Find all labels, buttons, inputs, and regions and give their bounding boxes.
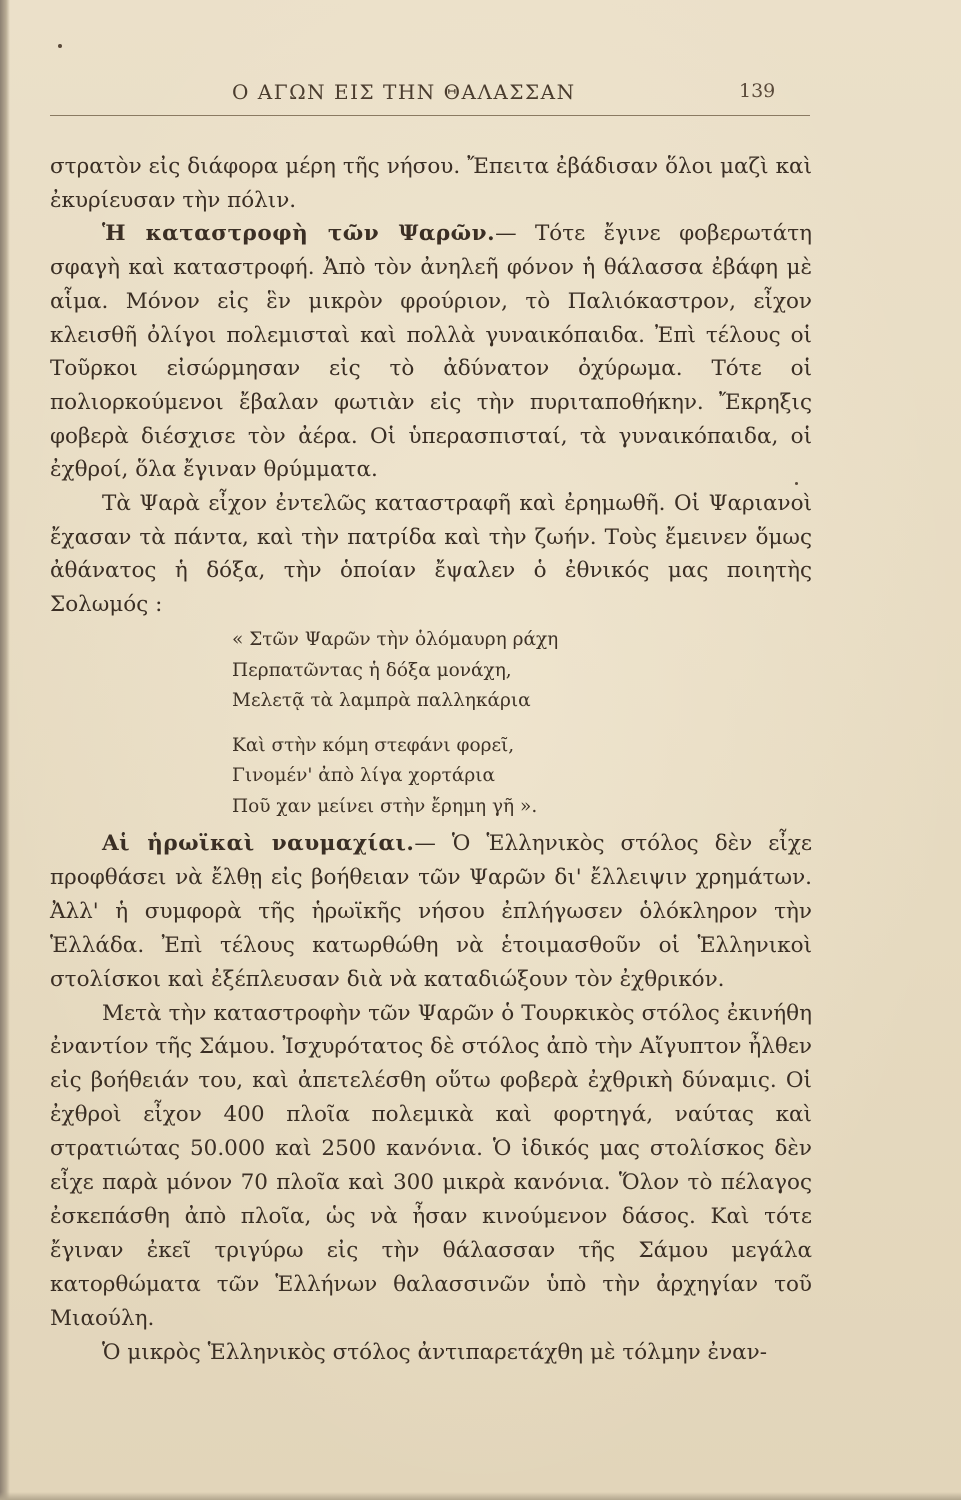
paragraph-4: [50, 827, 812, 997]
running-header: Ο ΑΓΩΝ ΕΙΣ ΤΗΝ ΘΑΛΑΣΣΑΝ: [232, 80, 576, 104]
poem-line: Ποῦ χαν μείνει στὴν ἔρημη γῆ ».: [232, 795, 538, 817]
paragraph-3: Τὰ Ψαρὰ εἶχον ἐντελῶς καταστραφῆ καὶ ἐρημωθῆ. Οἱ Ψαριανοὶ ἔχασαν τὰ πάντα, καὶ τὴν πατρίδα καὶ τὴν ζωήν. Τοὺς ἔμεινεν ὅμως ἀθάνατος ἡ δόξα, τὴν ὁποίαν ἔψαλεν ὁ ἐθνικός μας ποιητὴς Σολωμός :: [50, 491, 812, 618]
poem-stanza-1: [232, 625, 558, 717]
body-text-section-1: [50, 150, 812, 622]
paragraph-6: Ὁ μικρὸς Ἑλληνικὸς στόλος ἀντιπαρετάχθη μὲ τόλμην ἐναν-: [102, 1339, 768, 1365]
paper-speck: [795, 482, 798, 485]
binding-shadow: [0, 0, 10, 1500]
poem-line: Περπατῶντας ἡ δόξα μονάχη,: [232, 659, 512, 681]
poem-line: « Στῶν Ψαρῶν τὴν ὁλόμαυρη ράχη: [232, 629, 559, 650]
section-heading-naval-battles: Αἱ ἡρωϊκαὶ ναυμαχίαι.: [102, 831, 415, 856]
paper-speck: [58, 44, 62, 48]
poem-stanza-2: [232, 731, 558, 823]
paragraph-5: Μετὰ τὴν καταστροφὴν τῶν Ψαρῶν ὁ Τουρκικὸς στόλος ἐκινήθη ἐναντίον τῆς Σάμου. Ἰσχυρότατος δὲ στόλος ἀπὸ τὴν Αἴγυπτον ἦλθεν εἰς βοήθειάν του, καὶ ἀπετελέσθη οὕτω φοβερὰ ἐχθρικὴ δύναμις. Οἱ ἐχθροὶ εἶχον 400 πλοῖα πολεμικὰ καὶ φορτηγά, ναύτας καὶ στρατιώτας 50.000 καὶ 2500 κανόνια. Ὁ ἰδικός μας στολίσκος δὲν εἶχε παρὰ μόνον 70 πλοῖα καὶ 300 μικρὰ κανόνια. Ὅλον τὸ πέλαγος ἐσκεπάσθη ἀπὸ πλοῖα, ὡς νὰ ἦσαν κινούμενον δάσος. Καὶ τότε ἔγιναν ἐκεῖ τριγύρω εἰς τὴν θάλασσαν τῆς Σάμου μεγάλα κατορθώματα τῶν Ἑλλήνων θαλασσινῶν ὑπὸ τὴν ἀρχηγίαν τοῦ Μιαούλη.: [50, 1000, 812, 1331]
page-number: 139: [739, 80, 776, 102]
header-rule: [50, 115, 810, 116]
poem-line: Μελετᾷ τὰ λαμπρὰ παλληκάρια: [232, 690, 531, 711]
poem-solomos: [232, 625, 558, 836]
poem-line: Καὶ στὴν κόμη στεφάνι φορεῖ,: [232, 734, 515, 756]
page-bottom-edge: [0, 1492, 961, 1500]
paragraph-4-text: — Ὁ Ἑλληνικὸς στόλος δὲν εἶχε προφθάσει νὰ ἔλθῃ εἰς βοήθειαν τῶν Ψαρῶν δι' ἔλλειψιν χρημάτων. Ἀλλ' ἡ συμφορὰ τῆς ἡρωϊκῆς νήσου ἐπλήγωσεν ὁλόκληρον τὴν Ἑλλάδα. Ἐπὶ τέλους κατωρθώθη νὰ ἑτοιμασθοῦν οἱ Ἑλληνικοὶ στολίσκοι καὶ ἐξέπλευσαν διὰ νὰ καταδιώξουν τὸν ἐχθρικόν.: [50, 831, 812, 992]
section-heading-psara: Ἡ καταστροφὴ τῶν Ψαρῶν.: [102, 221, 496, 247]
paragraph-1: στρατὸν εἰς διάφορα μέρη τῆς νήσου. Ἔπειτα ἐβάδισαν ὅλοι μαζὶ καὶ ἐκυρίευσαν τὴν πόλιν.: [50, 154, 812, 213]
paragraph-2: [50, 217, 812, 487]
poem-line: Γινομέν' ἀπὸ λίγα χορτάρια: [232, 765, 495, 786]
paragraph-2-text: — Τότε ἔγινε φοβερωτάτη σφαγὴ καὶ καταστροφή. Ἀπὸ τὸν ἀνηλεῆ φόνον ἡ θάλασσα ἐβάφη μὲ αἷμα. Μόνον εἰς ἓν μικρὸν φρούριον, τὸ Παλιόκαστρον, εἶχον κλεισθῆ ὀλίγοι πολεμισταὶ καὶ πολλὰ γυναικόπαιδα. Ἐπὶ τέλους οἱ Τοῦρκοι εἰσώρμησαν εἰς τὸ ἀδύνατον ὀχύρωμα. Τότε οἱ πολιορκούμενοι ἔβαλαν φωτιὰν εἰς τὴν πυριταποθήκην. Ἔκρηξις φοβερὰ διέσχισε τὸν ἀέρα. Οἱ ὑπερασπισταί, τὰ γυναικόπαιδα, οἱ ἐχθροί, ὅλα ἔγιναν θρύμματα.: [50, 221, 812, 483]
body-text-section-2: [50, 827, 812, 1370]
